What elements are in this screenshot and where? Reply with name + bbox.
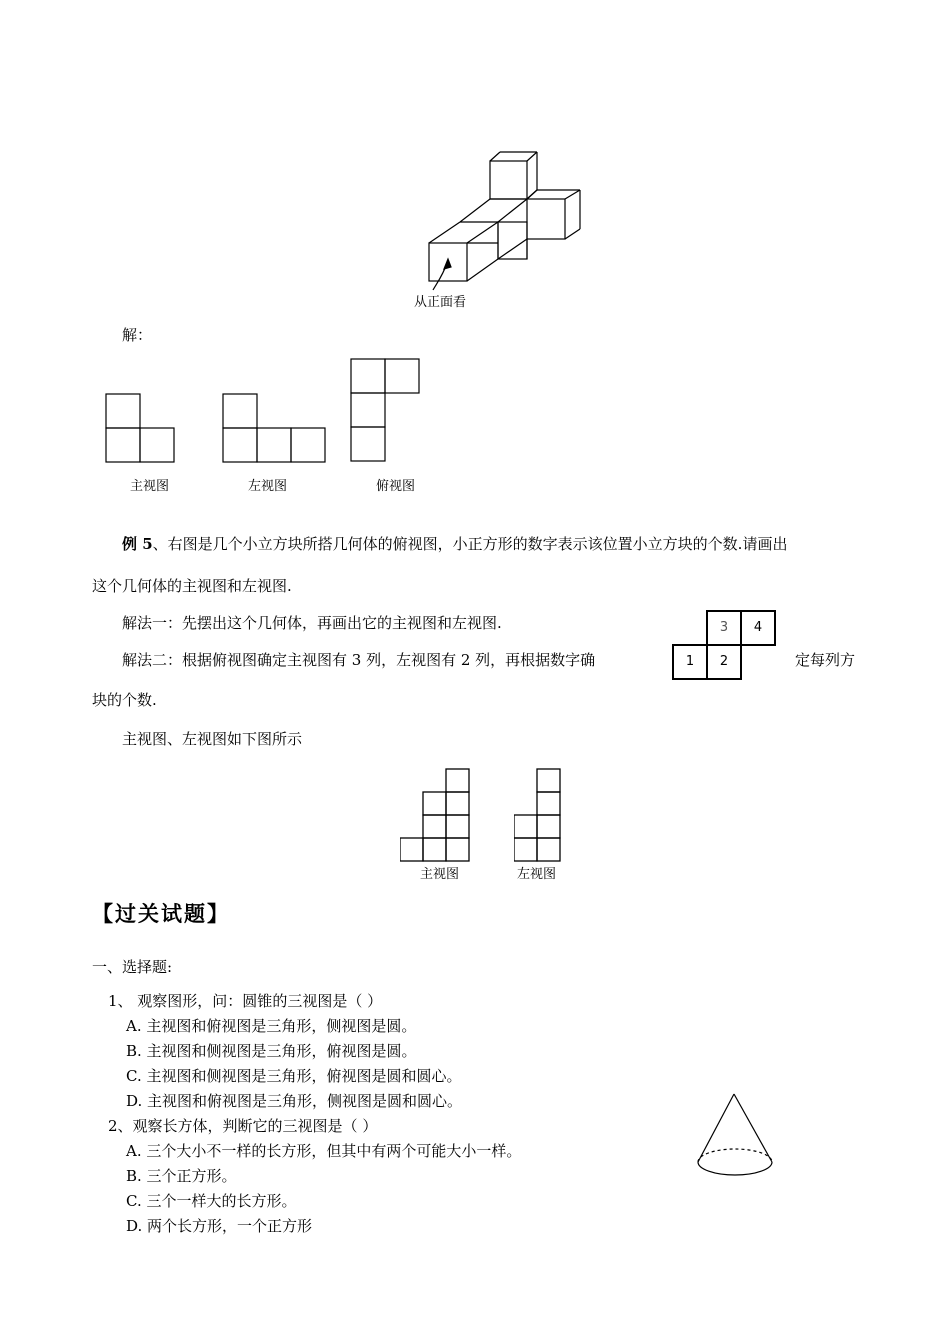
q2-stem: 2、观察长方体，判断它的三视图是（ ）	[108, 1117, 378, 1135]
q1-option-c: C. 主视图和侧视图是三角形，俯视图是圆和圆心。	[126, 1067, 462, 1085]
section-title: 【过关试题】	[92, 902, 230, 926]
result-front-label: 主视图	[420, 867, 460, 882]
grid-cell: 2	[706, 644, 742, 680]
figure-caption: 从正面看	[414, 295, 467, 310]
result-front-view	[400, 768, 472, 862]
cone-drawing	[692, 1090, 782, 1184]
q2-option-b: B. 三个正方形。	[126, 1167, 237, 1185]
grid-cell: 4	[740, 610, 776, 646]
grid-cell: 1	[672, 644, 708, 680]
example5-method2-part2: 定每列方	[795, 651, 856, 669]
example5-method2-line2: 块的个数.	[92, 691, 157, 709]
top-view-label: 俯视图	[376, 479, 416, 494]
front-view-label: 主视图	[130, 479, 170, 494]
front-view-drawing	[104, 392, 176, 464]
result-left-label: 左视图	[517, 867, 557, 882]
q1-option-b: B. 主视图和侧视图是三角形，俯视图是圆。	[126, 1042, 417, 1060]
q1-stem: 1、 观察图形，问：圆锥的三视图是（ ）	[108, 992, 383, 1010]
example5-method2-part1: 解法二：根据俯视图确定主视图有 3 列，左视图有 2 列，再根据数字确	[122, 651, 596, 669]
solution-label: 解：	[122, 326, 153, 344]
top-view-drawing	[349, 357, 421, 465]
example5-line1	[122, 534, 787, 554]
grid-cell: 3	[706, 610, 742, 646]
q2-option-c: C. 三个一样大的长方形。	[126, 1192, 297, 1210]
example5-text: 、右图是几个小立方块所搭几何体的俯视图，小正方形的数字表示该位置小立方块的个数.请画出	[152, 535, 788, 553]
result-text: 主视图、左视图如下图所示	[122, 730, 303, 748]
q1-option-a: A. 主视图和俯视图是三角形，侧视图是圆。	[126, 1017, 417, 1035]
q2-option-d: D. 两个长方形，一个正方形	[126, 1217, 313, 1235]
left-view-drawing	[221, 392, 327, 464]
q2-option-a: A. 三个大小不一样的长方形，但其中有两个可能大小一样。	[126, 1142, 522, 1160]
example5-method1: 解法一：先摆出这个几何体，再画出它的主视图和左视图.	[122, 614, 502, 632]
q1-option-d: D. 主视图和俯视图是三角形，侧视图是圆和圆心。	[126, 1092, 463, 1110]
numbered-grid	[672, 610, 776, 678]
example5-label: 例 5	[122, 535, 153, 553]
left-view-label: 左视图	[248, 479, 288, 494]
example5-line2: 这个几何体的主视图和左视图.	[92, 577, 292, 595]
part1-heading: 一、选择题:	[92, 958, 173, 976]
result-left-view	[514, 768, 564, 862]
